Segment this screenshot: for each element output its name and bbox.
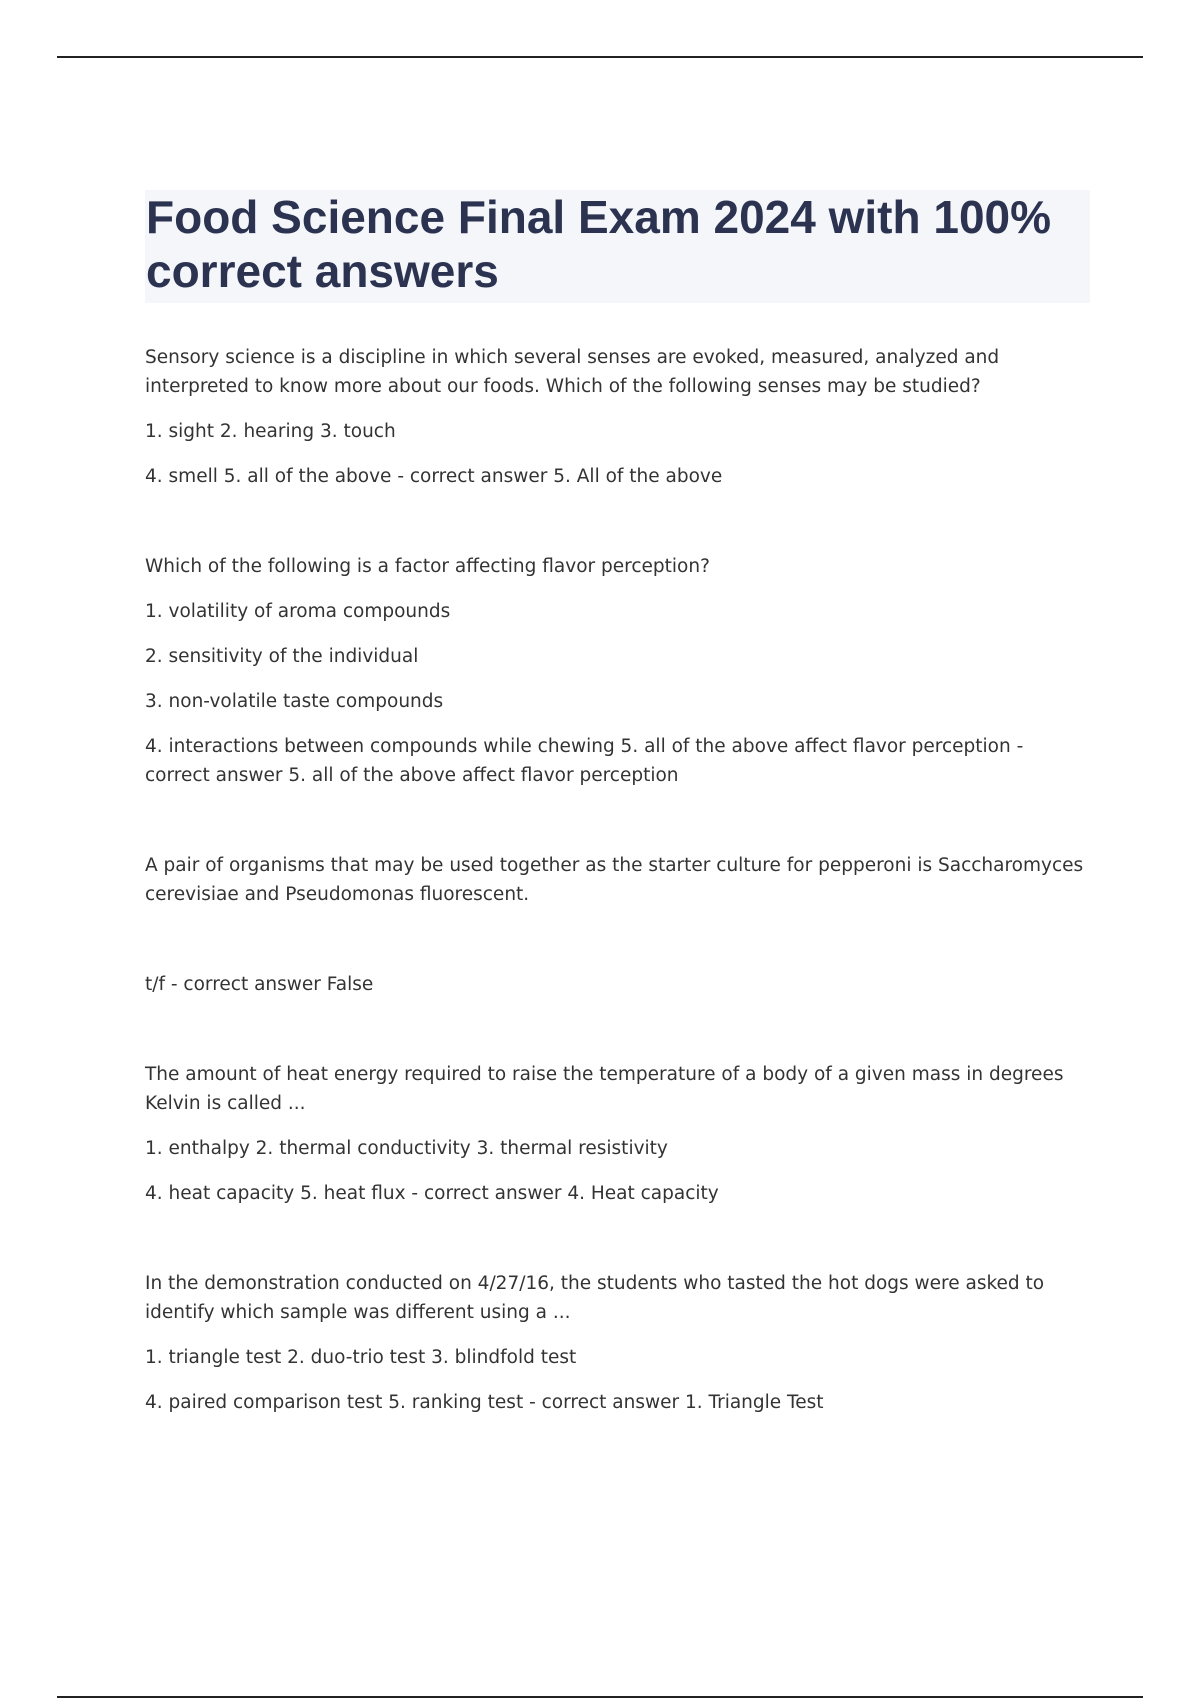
header-divider	[57, 56, 1143, 58]
answer-line: 1. sight 2. hearing 3. touch	[145, 421, 396, 442]
question-prompt: Sensory science is a discipline in which several senses are evoked, measured, analyzed and interpreted to know more about our foods. Which of the following senses may be studied?	[145, 347, 1000, 397]
answer-line: 4. heat capacity 5. heat flux - correct answer 4. Heat capacity	[145, 1183, 719, 1204]
answer-line: 1. triangle test 2. duo-trio test 3. blindfold test	[145, 1347, 577, 1368]
question-prompt: The amount of heat energy required to raise the temperature of a body of a given mass in degrees Kelvin is called ...	[145, 1064, 1064, 1114]
question-prompt: Which of the following is a factor affecting flavor perception?	[145, 556, 710, 577]
question-block	[145, 851, 1090, 909]
question-block	[145, 1269, 1090, 1417]
question-block	[145, 552, 1090, 790]
answer-line: 2. sensitivity of the individual	[145, 646, 419, 667]
answer-line: 4. paired comparison test 5. ranking test - correct answer 1. Triangle Test	[145, 1392, 824, 1413]
question-block	[145, 970, 1090, 999]
answer-line: 3. non-volatile taste compounds	[145, 691, 444, 712]
answer-line: 1. volatility of aroma compounds	[145, 601, 451, 622]
question-block	[145, 1060, 1090, 1208]
document-title: Food Science Final Exam 2024 with 100% correct answers	[146, 191, 1052, 297]
question-prompt: t/f - correct answer False	[145, 974, 374, 995]
answer-line: 4. interactions between compounds while chewing 5. all of the above affect flavor perception - correct answer 5. all of the above affect flavor perception	[145, 736, 1024, 786]
document-body	[145, 343, 1090, 1478]
question-prompt: A pair of organisms that may be used together as the starter culture for pepperoni is Saccharomyces cerevisiae and Pseudomonas fluorescent.	[145, 855, 1084, 905]
footer-divider	[57, 1696, 1143, 1698]
answer-line: 1. enthalpy 2. thermal conductivity 3. thermal resistivity	[145, 1138, 668, 1159]
question-prompt: In the demonstration conducted on 4/27/16, the students who tasted the hot dogs were asked to identify which sample was different using a ...	[145, 1273, 1045, 1323]
answer-line: 4. smell 5. all of the above - correct answer 5. All of the above	[145, 466, 723, 487]
question-block	[145, 343, 1090, 491]
